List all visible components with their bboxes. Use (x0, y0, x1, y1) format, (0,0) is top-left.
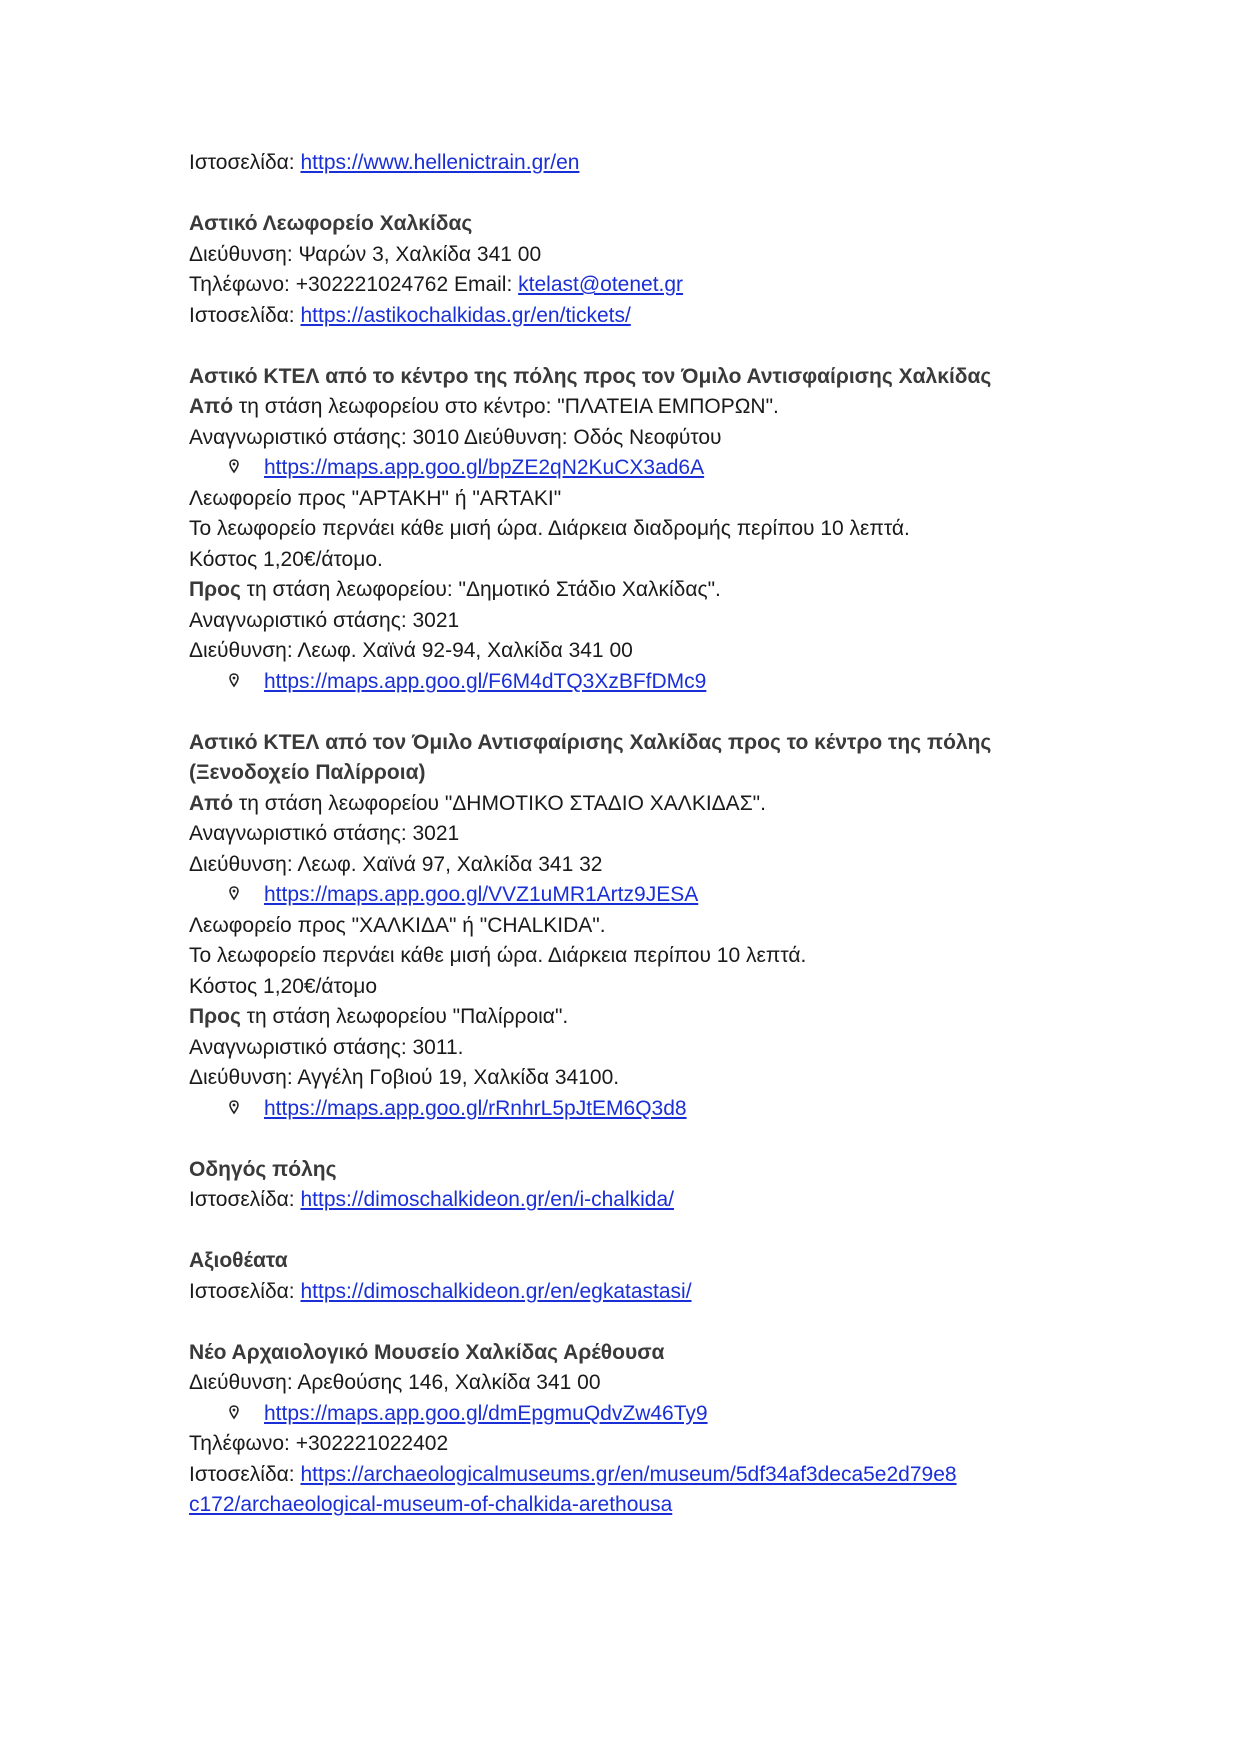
bus-phone: +302221024762 (295, 273, 449, 296)
route2-from-line (189, 789, 1089, 820)
website-label: Ιστοσελίδα: (189, 303, 301, 327)
spacer (189, 697, 1089, 728)
route1-address2: Διεύθυνση: Λεωφ. Χαϊνά 92-94, Χαλκίδα 341 00 (189, 639, 633, 662)
route2-title-line1: Αστικό ΚΤΕΛ από τον Όμιλο Αντισφαίρισης Χαλκίδας προς το κέντρο της πόλης (189, 730, 992, 754)
route1-to-word: Προς (189, 578, 241, 601)
museum-website-line (189, 1460, 1089, 1491)
spacer (189, 1124, 1089, 1155)
bus-section-title: Αστικό Λεωφορείο Χαλκίδας (189, 212, 473, 235)
website-label: Ιστοσελίδα: (189, 1279, 301, 1303)
guide-website-line (189, 1185, 1089, 1216)
museum-website-link-part1[interactable]: https://archaeologicalmuseums.gr/en/museum/5df34af3deca5e2d79e8 (300, 1462, 957, 1486)
map-pin-icon (229, 886, 239, 904)
route2-frequency: Το λεωφορείο περνάει κάθε μισή ώρα. Διάρκεια περίπου 10 λεπτά. (189, 944, 807, 967)
route2-to-line (189, 1002, 1089, 1033)
route1-bus-to: Λεωφορείο προς "ΑΡΤΑΚΗ" ή "ARTAKI" (189, 486, 562, 510)
bus-email-link[interactable]: ktelast@otenet.gr (518, 273, 684, 296)
map-pin-icon (229, 673, 239, 691)
spacer (189, 1216, 1089, 1247)
museum-map-line (189, 1399, 1089, 1430)
bus-address-line (189, 240, 1089, 271)
museum-phone: +302221022402 (295, 1432, 449, 1455)
sights-title: Αξιοθέατα (189, 1249, 288, 1272)
bus-address: Ψαρών 3, Χαλκίδα 341 00 (298, 242, 542, 266)
route2-cost: Κόστος 1,20€/άτομο (189, 974, 378, 998)
route2-map1-link[interactable]: https://maps.app.goo.gl/VVZ1uMR1Artz9JESA (264, 883, 699, 906)
address-label: Διεύθυνση: (189, 1371, 298, 1394)
route2-map2-link[interactable]: https://maps.app.goo.gl/rRnhrL5pJtEM6Q3d8 (264, 1096, 687, 1120)
route1-stop-id-line: Αναγνωριστικό στάσης: 3010 Διεύθυνση: Οδός Νεοφύτου (189, 425, 722, 449)
map-pin-icon (229, 459, 239, 477)
route2-map2-line (189, 1094, 1089, 1125)
route1-to-text: τη στάση λεωφορείου: "Δημοτικό Στάδιο Χαλκίδας". (240, 578, 721, 601)
museum-address: Αρεθούσης 146, Χαλκίδα 341 00 (297, 1371, 601, 1394)
spacer (189, 179, 1089, 210)
email-label: Email: (448, 273, 519, 296)
map-pin-icon (229, 1405, 239, 1423)
route1-map2-link[interactable]: https://maps.app.goo.gl/F6M4dTQ3XzBFfDMc9 (264, 669, 707, 693)
sights-website-link[interactable]: https://dimoschalkideon.gr/en/egkatastasi/ (300, 1279, 692, 1303)
museum-website-link-part2[interactable]: c172/archaeological-museum-of-chalkida-arethousa (189, 1493, 673, 1516)
route1-map2-line (189, 667, 1089, 698)
bus-website-link[interactable]: https://astikochalkidas.gr/en/tickets/ (300, 303, 631, 327)
route1-map1-line (189, 453, 1089, 484)
route1-from-word: Από (189, 395, 234, 418)
route2-bus-to: Λεωφορείο προς "ΧΑΛΚΙΔΑ" ή "CHALKIDA". (189, 913, 606, 937)
route1-stop-id2: Αναγνωριστικό στάσης: 3021 (189, 608, 460, 632)
route1-to-line (189, 575, 1089, 606)
phone-label: Τηλέφωνο: (189, 1432, 296, 1455)
museum-address-line (189, 1368, 1089, 1399)
spacer (189, 331, 1089, 362)
route1-title: Αστικό ΚΤΕΛ από το κέντρο της πόλης προς τον Όμιλο Αντισφαίρισης Χαλκίδας (189, 364, 992, 388)
route2-to-word: Προς (189, 1005, 241, 1028)
museum-website-line2 (189, 1490, 1089, 1521)
website-label: Ιστοσελίδα: (189, 1188, 301, 1211)
sights-website-line (189, 1277, 1089, 1308)
museum-title: Νέο Αρχαιολογικό Μουσείο Χαλκίδας Αρέθουσα (189, 1340, 665, 1364)
website-label: Ιστοσελίδα: (189, 151, 301, 174)
route1-from-line (189, 392, 1089, 423)
guide-website-link[interactable]: https://dimoschalkideon.gr/en/i-chalkida/ (300, 1188, 674, 1211)
bus-contact-line (189, 270, 1089, 301)
route1-map1-link[interactable]: https://maps.app.goo.gl/bpZE2qN2KuCX3ad6A (264, 456, 705, 479)
route2-to-text: τη στάση λεωφορείου "Παλίρροια". (240, 1005, 569, 1028)
route2-stop-id1: Αναγνωριστικό στάσης: 3021 (189, 822, 460, 845)
museum-phone-line (189, 1429, 1089, 1460)
route1-from-text: τη στάση λεωφορείου στο κέντρο: "ΠΛΑΤΕΙΑ ΕΜΠΟΡΩΝ". (233, 395, 779, 418)
route1-frequency: Το λεωφορείο περνάει κάθε μισή ώρα. Διάρκεια διαδρομής περίπου 10 λεπτά. (189, 517, 910, 540)
document-page (189, 148, 1089, 1521)
route2-title-line2: (Ξενοδοχείο Παλίρροια) (189, 761, 426, 784)
guide-title: Οδηγός πόλης (189, 1157, 337, 1181)
route1-cost: Κόστος 1,20€/άτομο. (189, 547, 383, 571)
route2-address1: Διεύθυνση: Λεωφ. Χαϊνά 97, Χαλκίδα 341 32 (189, 852, 603, 876)
address-label: Διεύθυνση: (189, 242, 299, 266)
phone-label: Τηλέφωνο: (189, 273, 296, 296)
website-label: Ιστοσελίδα: (189, 1462, 301, 1486)
route2-from-word: Από (189, 791, 234, 815)
route2-address2: Διεύθυνση: Αγγέλη Γοβιού 19, Χαλκίδα 34100. (189, 1066, 620, 1089)
map-pin-icon (229, 1100, 239, 1118)
spacer (189, 1307, 1089, 1338)
bus-website-line (189, 301, 1089, 332)
museum-map-link[interactable]: https://maps.app.goo.gl/dmEpgmuQdvZw46Ty9 (264, 1401, 708, 1425)
train-website-link[interactable]: https://www.hellenictrain.gr/en (300, 151, 580, 174)
train-website-line (189, 148, 1089, 179)
route2-stop-id2: Αναγνωριστικό στάσης: 3011. (189, 1035, 464, 1059)
route2-map1-line (189, 880, 1089, 911)
route2-from-text: τη στάση λεωφορείου "ΔΗΜΟΤΙΚΟ ΣΤΑΔΙΟ ΧΑΛΚΙΔΑΣ". (233, 791, 766, 815)
